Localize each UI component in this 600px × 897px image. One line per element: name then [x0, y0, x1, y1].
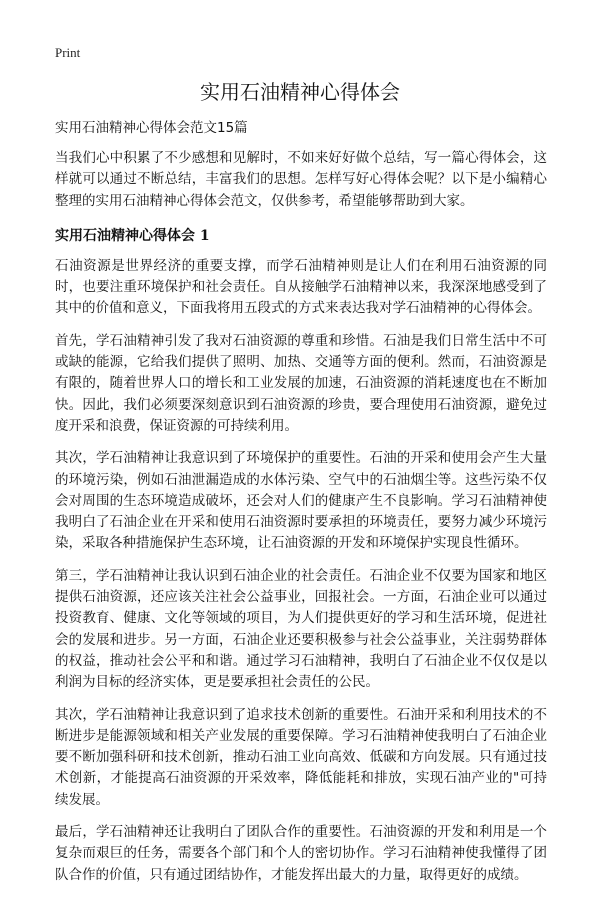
body-paragraph: 其次，学石油精神让我意识到了追求技术创新的重要性。石油开采和利用技术的不断进步是能源领域和相关产业发展的重要保障。学习石油精神使我明白了石油企业要不断加强科研和技术创新，推动石油工业向高效、低碳和方向发展。只有通过技术创新，才能提高石油资源的开采效率，降低能耗和排放，实现石油产业的"可持续发展。	[55, 706, 547, 808]
section-heading: 实用石油精神心得体会 1	[55, 227, 210, 244]
body-paragraph: 其次，学石油精神让我意识到了环境保护的重要性。石油的开采和使用会产生大量的环境污染，例如石油泄漏造成的水体污染、空气中的石油烟尘等。这些污染不仅会对周围的生态环境造成破坏，还会对人们的健康产生不良影响。学习石油精神使我明白了石油企业在开采和使用石油资源时要承担的环境责任，要努力减少环境污染，采取各种措施保护生态环境，让石油资源的开发和环境保护实现良性循环。	[55, 450, 547, 552]
document-body	[55, 118, 547, 897]
print-link[interactable]: Print	[55, 45, 81, 60]
body-paragraph: 第三，学石油精神让我认识到石油企业的社会责任。石油企业不仅要为国家和地区提供石油资源，还应该关注社会公益事业，回报社会。一方面，石油企业可以通过投资教育、健康、文化等领域的项目，为人们提供更好的学习和生活环境，促进社会的发展和进步。另一方面，石油企业还要积极参与社会公益事业，关注弱势群体的权益，推动社会公平和和谐。通过学习石油精神，我明白了石油企业不仅仅是以利润为目标的经济实体，更是要承担社会责任的公民。	[55, 567, 547, 691]
page-title: 实用石油精神心得体会	[200, 80, 400, 104]
body-paragraph: 首先，学石油精神引发了我对石油资源的尊重和珍惜。石油是我们日常生活中不可或缺的能源，它给我们提供了照明、加热、交通等方面的便利。然而，石油资源是有限的，随着世界人口的增长和工业发展的加速，石油资源的消耗速度也在不断加快。因此，我们必须要深刻意识到石油资源的珍贵，要合理使用石油资源，避免过度开采和浪费，保证资源的可持续利用。	[55, 332, 547, 434]
body-paragraph: 石油资源是世界经济的重要支撑，而学石油精神则是让人们在利用石油资源的同时，也要注重环境保护和社会责任。自从接触学石油精神以来，我深深地感受到了其中的价值和意义，下面我将用五段式的方式来表达我对学石油精神的心得体会。	[55, 257, 547, 317]
body-paragraph: 最后，学石油精神还让我明白了团队合作的重要性。石油资源的开发和利用是一个复杂而艰巨的任务，需要各个部门和个人的密切协作。学习石油精神使我懂得了团队合作的价值，只有通过团结协作，才能发挥出最大的力量，取得更好的成绩。	[55, 824, 547, 883]
intro-paragraph: 当我们心中积累了不少感想和见解时，不如来好好做个总结，写一篇心得体会，这样就可以通过不断总结，丰富我们的思想。怎样写好心得体会呢？以下是小编精心整理的实用石油精神心得体会范文，仅供参考，希望能够帮助到大家。	[55, 150, 547, 209]
document-subtitle: 实用石油精神心得体会范文15篇	[55, 120, 248, 136]
